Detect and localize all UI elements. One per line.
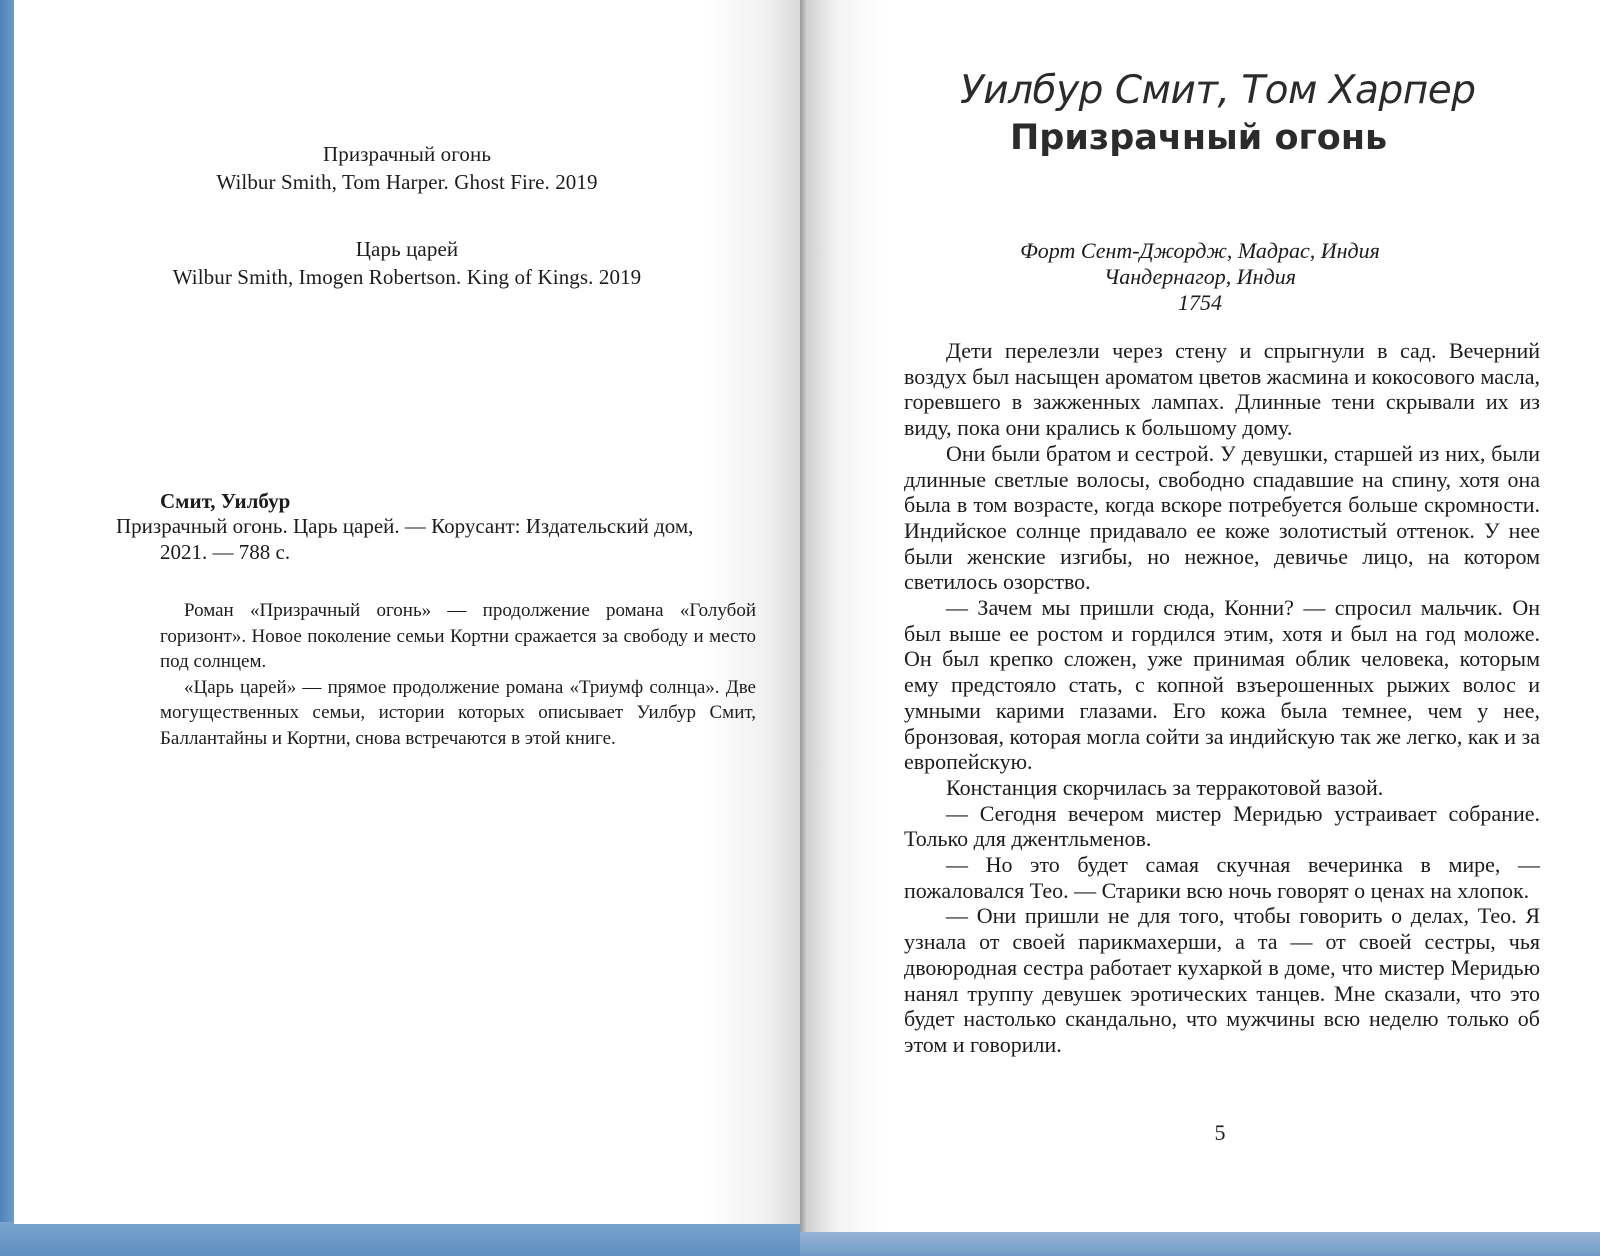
original-title: Wilbur Smith, Tom Harper. Ghost Fire. 2019	[216, 170, 598, 194]
text-paragraph: Они были братом и сестрой. У девушки, старшей из них, были длинные светлые волосы, свободно спадавшие на спину, хотя она была в том возрасте, когда вскоре потребуется больше скромности. Индийское солнце придавало ее коже золотистый оттенок. У нее были женские изгибы, но нежное, девичье лицо, на котором светилось озорство.	[904, 440, 1540, 595]
book-title: Призрачный огонь	[1010, 118, 1388, 158]
cover-bottom-left	[0, 1222, 800, 1256]
cover-edge	[0, 0, 14, 1256]
text-paragraph: — Сегодня вечером мистер Меридью устраивает собрание. Только для джентльменов.	[904, 800, 1540, 852]
cover-bottom-right	[800, 1230, 1600, 1256]
biblio-line: 2021. — 788 с.	[160, 540, 291, 564]
annotation-paragraph: «Царь царей» — прямое продолжение романа «Триумф солнца». Две могущественных семьи, истории которых описывает Уилбур Смит, Баллантайны и Кортни, снова встречаются в этой книге.	[160, 676, 756, 749]
text-paragraph: Констанция скорчилась за терракотовой вазой.	[946, 774, 1384, 800]
catalog-author: Смит, Уилбур	[160, 489, 291, 513]
chapter-location	[830, 238, 1570, 316]
russian-title: Призрачный огонь	[322, 142, 492, 166]
chapter-year: 1754	[1178, 290, 1222, 315]
original-title: Wilbur Smith, Imogen Robertson. King of Kings. 2019	[172, 265, 642, 289]
text-paragraph: Дети перелезли через стену и спрыгнули в сад. Вечерний воздух был насыщен ароматом цветов жасмина и кокосового масла, горевшего в зажженных лампах. Длинные тени скрывали их из виду, пока они крались к большому дому.	[904, 338, 1540, 441]
text-paragraph: — Зачем мы пришли сюда, Конни? — спросил мальчик. Он был выше ее ростом и гордился этим, хотя и был на год моложе. Он был крепко сложен, уже принимая облик человека, которым ему предстояло стать, с копной взъерошенных рыжих волос и умными карими глазами. Его кожа была темнее, чем у нее, бронзовая, которая могла сойти за индийскую так же легко, как и за европейскую.	[904, 595, 1540, 775]
bibliographic-record	[116, 513, 760, 565]
annotation-paragraph: Роман «Призрачный огонь» — продолжение романа «Голубой горизонт». Новое поколение семьи Кортни сражается за свободу и место под солнцем.	[160, 600, 756, 672]
title-block-king-of-kings	[14, 235, 800, 291]
title-block-ghost-fire	[14, 140, 800, 196]
book-authors: Уилбур Смит, Том Харпер	[960, 68, 1476, 113]
chapter-text	[904, 338, 1540, 1058]
text-paragraph: — Но это будет самая скучная вечеринка в мире, — пожаловался Тео. — Старики всю ночь говорят о ценах на хлопок.	[904, 852, 1540, 903]
page-number: 5	[1214, 1120, 1226, 1145]
russian-title: Царь царей	[355, 237, 459, 261]
location-line: Чандернагор, Индия	[1104, 264, 1296, 289]
text-paragraph: — Они пришли не для того, чтобы говорить о делах, Тео. Я узнала от своей парикмахерши, а та — от своей сестры, чья двоюродная сестра работает кухаркой в доме, что мистер Меридью нанял труппу девушек эротических танцев. Мне сказали, что это будет настолько скандально, что мужчины всю неделю только об этом и говорили.	[904, 903, 1540, 1057]
biblio-line: Призрачный огонь. Царь царей. — Корусант: Издательский дом,	[116, 514, 694, 538]
location-line: Форт Сент-Джордж, Мадрас, Индия	[1020, 238, 1380, 263]
annotation	[160, 598, 756, 751]
